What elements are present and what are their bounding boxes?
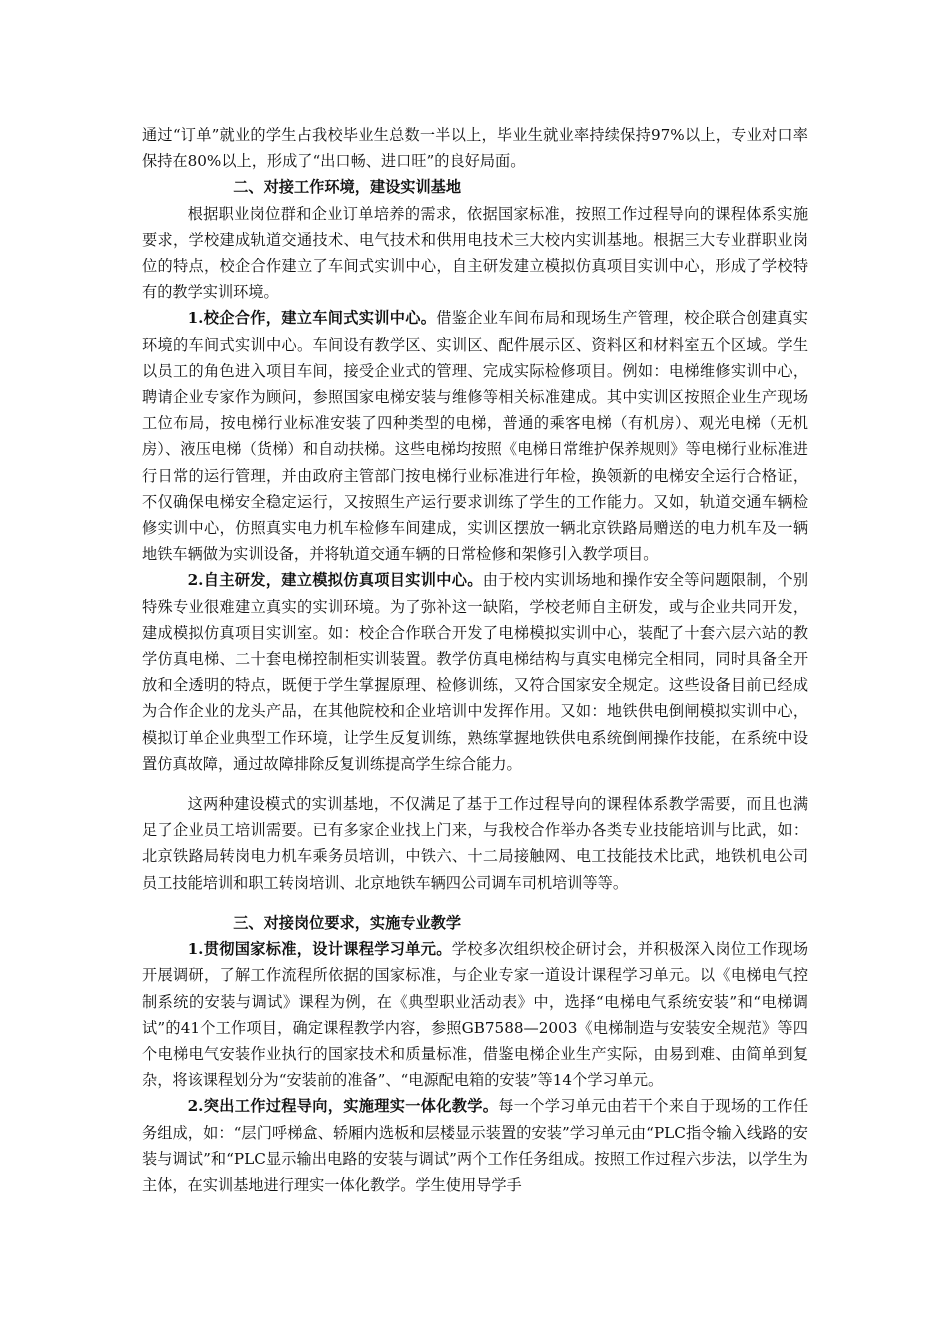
paragraph-body-workshop-center: 借鉴企业车间布局和现场生产管理，校企联合创建真实环境的车间式实训中心。车间设有教学区、实训区、配件展示区、资料区和材料室五个区域。学生以员工的角色进入项目车间，接受企业式的管理、完成实际检修项目。例如：电梯维修实训中心，聘请企业专家作为顾问，参照国家电梯安装与维修等相关标准建成。其中实训区按照企业生产现场工位布局，按电梯行业标准安装了四种类型的电梯，普通的乘客电梯（有机房）、观光电梯（无机房）、液压电梯（货梯）和自动扶梯。这些电梯均按照《电梯日常维护保养规则》等电梯行业标准进行日常的运行管理，并由政府主管部门按电梯行业标准进行年检，换领新的电梯安全运行合格证，不仅确保电梯安全稳定运行，又按照生产运行要求训练了学生的工作能力。又如，轨道交通车辆检修实训中心，仿照真实电力机车检修车间建成，实训区摆放一辆北京铁路局赠送的电力机车及一辆地铁车辆做为实训设备，并将轨道交通车辆的日常检修和架修引入教学项目。 xyxy=(142,309,808,564)
paragraph-training-bases-intro: 根据职业岗位群和企业订单培养的需求，依据国家标准，按照工作过程导向的课程体系实施要求，学校建成轨道交通技术、电气技术和供用电技术三大校内实训基地。根据三大专业群职业岗位的特点，校企合作建立了车间式实训中心，自主研发建立模拟仿真项目实训中心，形成了学校特有的教学实训环境。 xyxy=(142,204,808,302)
paragraph-body-work-process: 每一个学习单元由若干个来自于现场的工作任务组成，如：“层门呼梯盒、轿厢内选板和层楼显示装置的安装”学习单元由“PLC指令输入线路的安装与调试”和“PLC显示输出电路的安装与调试”两个工作任务组成。按照工作过程六步法，以学生为主体，在实训基地进行理实一体化教学。学生使用导学手 xyxy=(142,1097,809,1194)
paragraph-spacer xyxy=(142,777,808,791)
paragraph-lead-workshop-center: 1.校企合作，建立车间式实训中心。 xyxy=(187,309,437,328)
paragraph-lead-work-process: 2.突出工作过程导向，实施理实一体化教学。 xyxy=(187,1097,499,1116)
paragraph-simulation-center xyxy=(142,567,808,777)
paragraph-work-process xyxy=(142,1093,808,1198)
paragraph-body-simulation-center: 由于校内实训场地和操作安全等问题限制，个别特殊专业很难建立真实的实训环境。为了弥补这一缺陷，学校老师自主研发，或与企业共同开发，建成模拟仿真项目实训室。如：校企合作联合开发了电梯模拟实训中心，装配了十套六层六站的教学仿真电梯、二十套电梯控制柜实训装置。教学仿真电梯结构与真实电梯完全相同，同时具备全开放和全透明的特点，既便于学生掌握原理、检修训练，又符合国家安全规定。这些设备目前已经成为合作企业的龙头产品，在其他院校和企业培训中发挥作用。又如：地铁供电倒闸模拟实训中心，模拟订单企业典型工作环境，让学生反复训练，熟练掌握地铁供电系统倒闸操作技能，在系统中设置仿真故障，通过故障排除反复训练提高学生综合能力。 xyxy=(142,571,809,773)
paragraph-body-national-standards: 学校多次组织校企研讨会，并积极深入岗位工作现场开展调研，了解工作流程所依据的国家标准，与企业专家一道设计课程学习单元。以《电梯电气控制系统的安装与调试》课程为例，在《典型职业活动表》中，选择“电梯电气系统安装”和“电梯调试”的41个工作项目，确定课程教学内容，参照GB7588—2003《电梯制造与安装安全规范》等四个电梯电气安装作业执行的国家技术和质量标准，借鉴电梯企业生产实际，由易到难、由简单到复杂，将该课程划分为“安装前的准备”、“电源配电箱的安装”等14个学习单元。 xyxy=(142,940,809,1090)
paragraph-national-standards xyxy=(142,936,808,1093)
paragraph-two-models: 这两种建设模式的实训基地，不仅满足了基于工作过程导向的课程体系教学需要，而且也满足了企业员工培训需要。已有多家企业找上门来，与我校合作举办各类专业技能培训与比武，如：北京铁路局转岗电力机车乘务员培训，中铁六、十二局接触网、电工技能技术比武，地铁机电公司员工技能培训和职工转岗培训、北京地铁车辆四公司调车司机培训等等。 xyxy=(142,795,808,892)
section-heading-training-bases: 二、对接工作环境，建设实训基地 xyxy=(233,178,461,197)
section-heading-professional-teaching: 三、对接岗位要求，实施专业教学 xyxy=(233,913,461,932)
paragraph-workshop-center xyxy=(142,305,808,567)
paragraph-lead-simulation-center: 2.自主研发，建立模拟仿真项目实训中心。 xyxy=(187,571,483,590)
paragraph-employment-results: 通过“订单”就业的学生占我校毕业生总数一半以上，毕业生就业率持续保持97%以上，专业对口率保持在80%以上，形成了“出口畅、进口旺”的良好局面。 xyxy=(142,126,808,171)
paragraph-lead-national-standards: 1.贯彻国家标准，设计课程学习单元。 xyxy=(187,940,452,959)
paragraph-spacer xyxy=(142,896,808,910)
